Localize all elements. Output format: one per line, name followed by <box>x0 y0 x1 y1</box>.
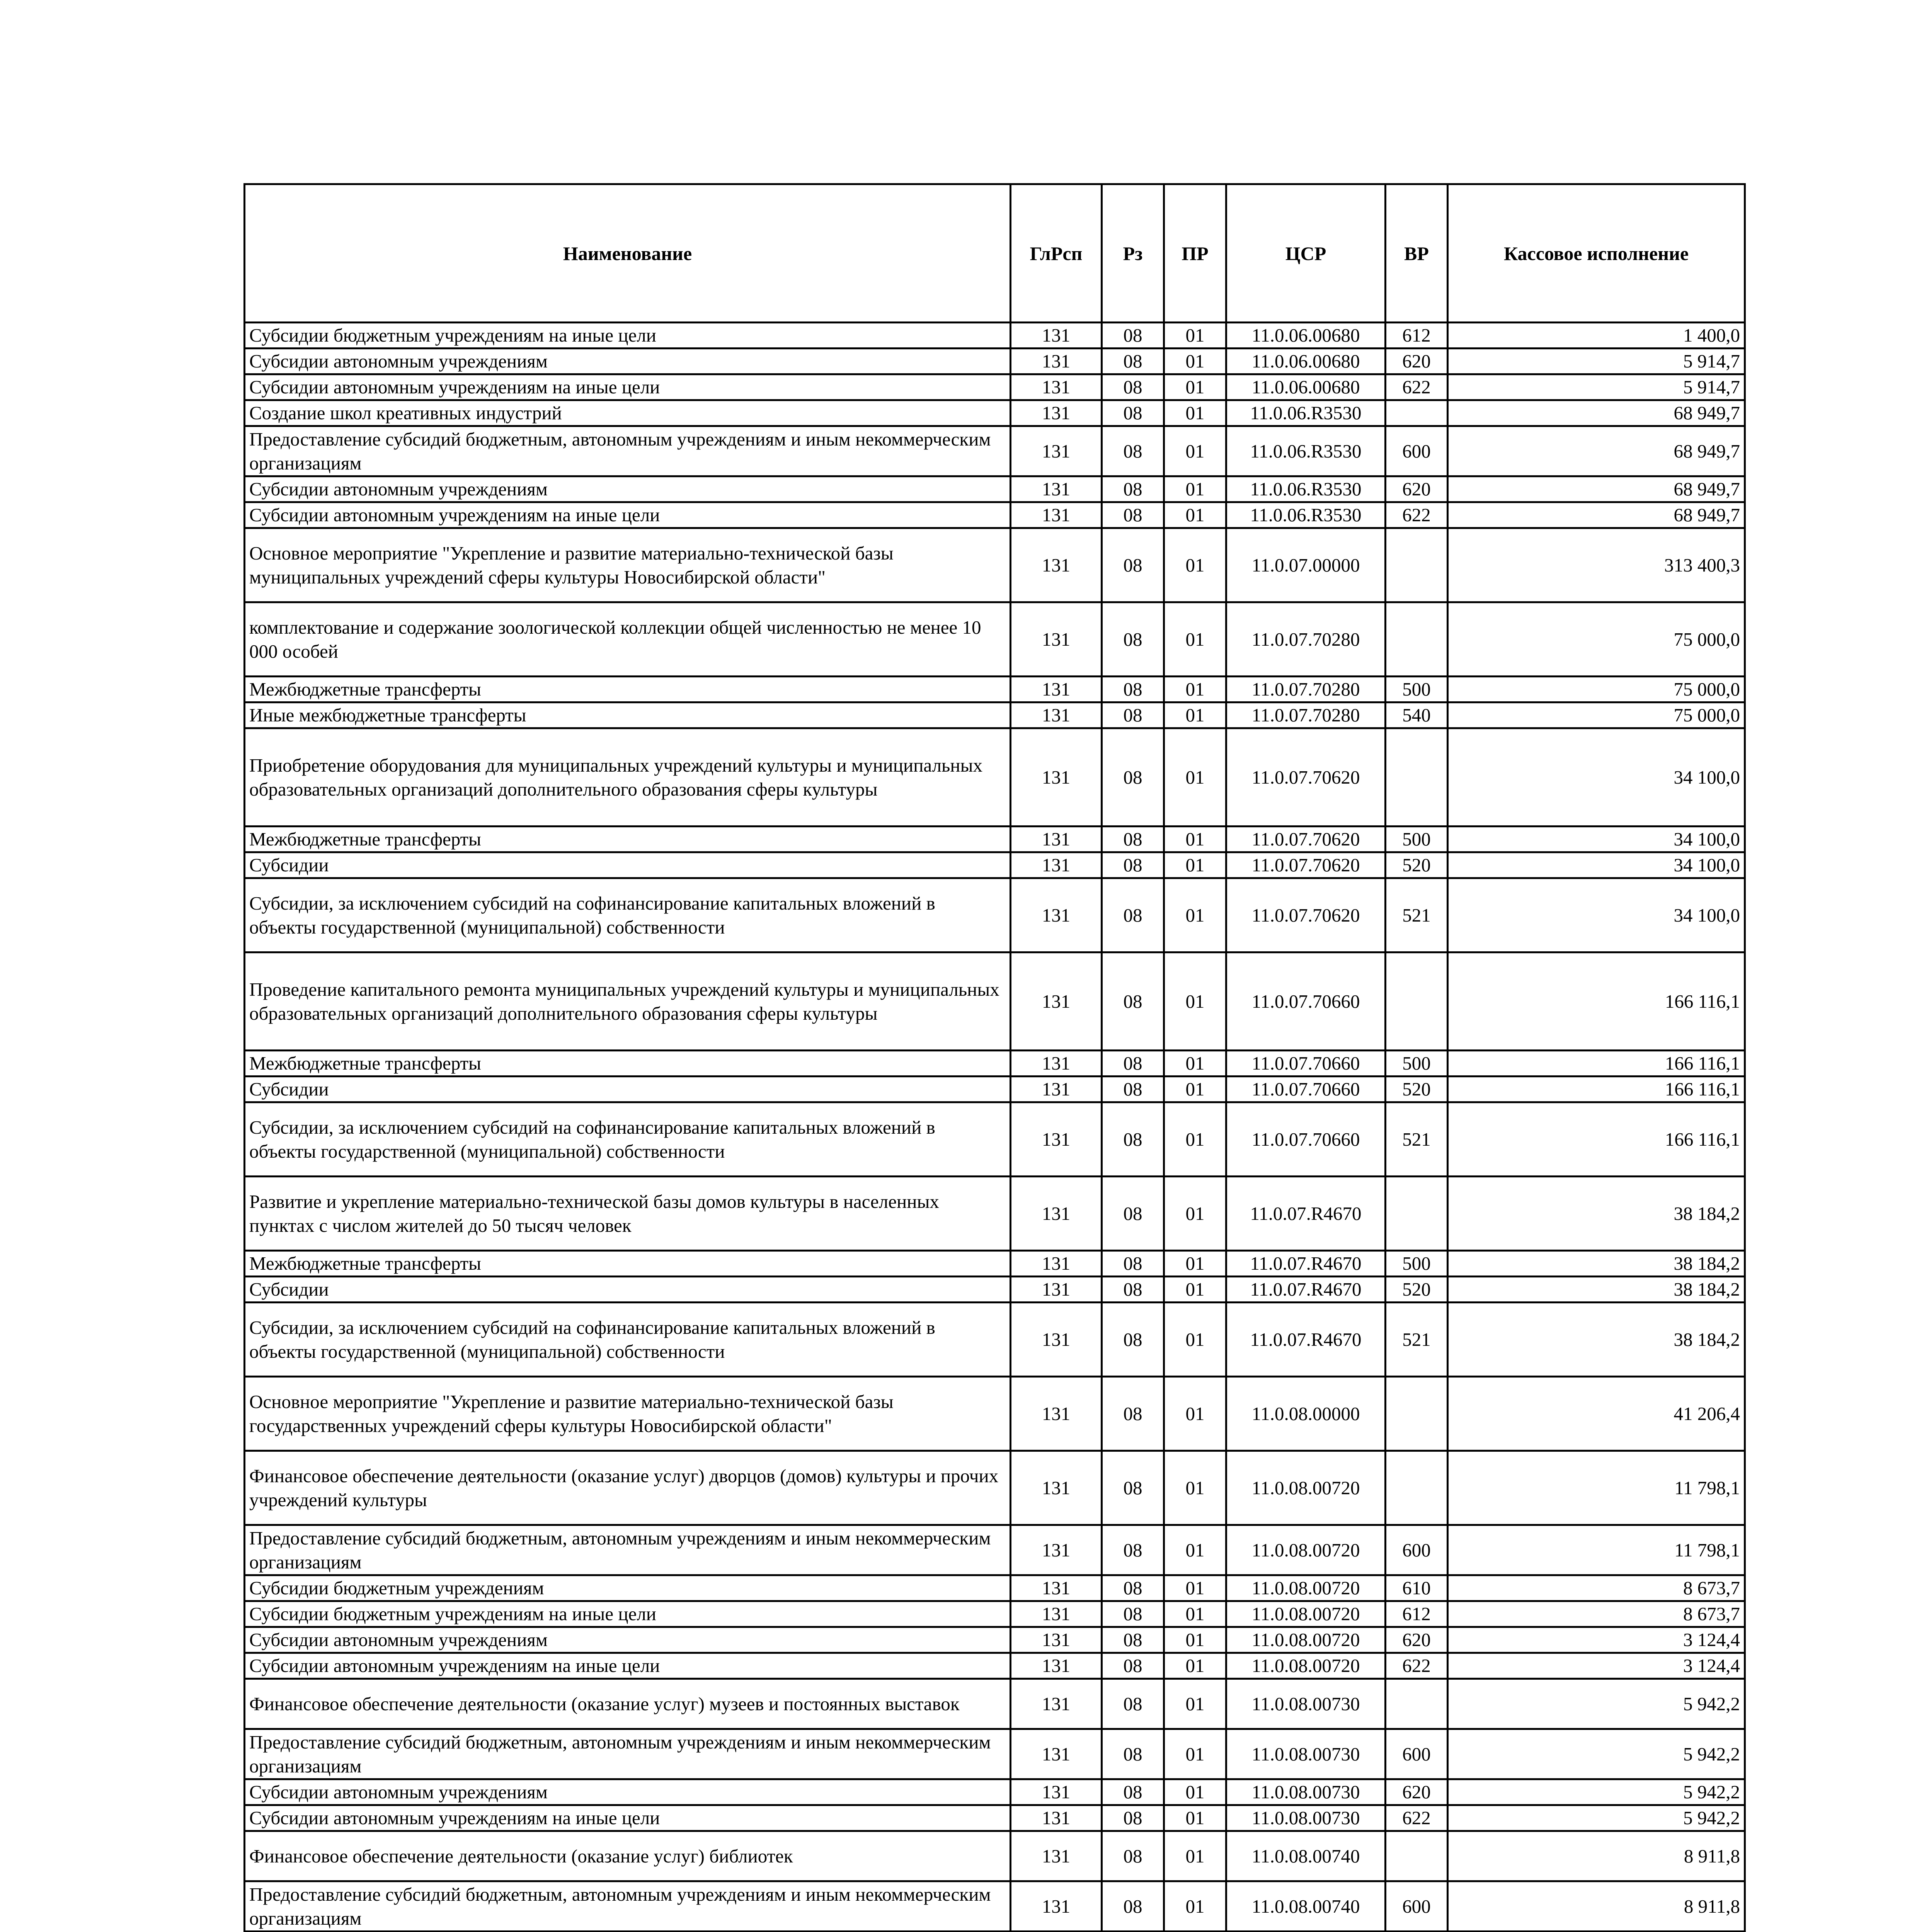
cell-rz: 08 <box>1102 728 1164 827</box>
cell-glrsp: 131 <box>1011 1601 1102 1627</box>
table-row <box>245 827 1745 852</box>
cell-vr: 521 <box>1386 1303 1448 1377</box>
header-csr: ЦСР <box>1226 184 1386 323</box>
table-row <box>245 1251 1745 1277</box>
cell-amount: 38 184,2 <box>1448 1251 1745 1277</box>
cell-rz: 08 <box>1102 528 1164 602</box>
header-name: Наименование <box>245 184 1011 323</box>
cell-vr: 612 <box>1386 323 1448 349</box>
cell-amount: 75 000,0 <box>1448 702 1745 728</box>
cell-glrsp: 131 <box>1011 878 1102 952</box>
cell-glrsp: 131 <box>1011 852 1102 878</box>
header-vr: ВР <box>1386 184 1448 323</box>
cell-glrsp: 131 <box>1011 1377 1102 1451</box>
cell-name: Субсидии автономным учреждениям на иные цели <box>245 1653 1011 1679</box>
cell-pr: 01 <box>1164 852 1226 878</box>
cell-pr: 01 <box>1164 827 1226 852</box>
cell-rz: 08 <box>1102 1729 1164 1779</box>
cell-csr: 11.0.08.00730 <box>1226 1679 1386 1729</box>
cell-pr: 01 <box>1164 1679 1226 1729</box>
table-row <box>245 1653 1745 1679</box>
cell-csr: 11.0.07.70620 <box>1226 827 1386 852</box>
cell-vr: 610 <box>1386 1575 1448 1601</box>
table-row <box>245 1627 1745 1653</box>
cell-rz: 08 <box>1102 476 1164 502</box>
cell-glrsp: 131 <box>1011 1679 1102 1729</box>
cell-pr: 01 <box>1164 1653 1226 1679</box>
cell-amount: 5 942,2 <box>1448 1679 1745 1729</box>
cell-vr <box>1386 528 1448 602</box>
cell-vr: 620 <box>1386 476 1448 502</box>
cell-amount: 313 400,3 <box>1448 528 1745 602</box>
table-row <box>245 1779 1745 1805</box>
table-row <box>245 400 1745 426</box>
cell-vr: 500 <box>1386 1251 1448 1277</box>
cell-vr: 600 <box>1386 1525 1448 1575</box>
cell-amount: 11 798,1 <box>1448 1525 1745 1575</box>
cell-name: Субсидии автономным учреждениям на иные цели <box>245 374 1011 400</box>
cell-vr: 500 <box>1386 827 1448 852</box>
table-row <box>245 1601 1745 1627</box>
cell-csr: 11.0.08.00730 <box>1226 1779 1386 1805</box>
cell-amount: 34 100,0 <box>1448 852 1745 878</box>
cell-rz: 08 <box>1102 1451 1164 1525</box>
cell-csr: 11.0.08.00740 <box>1226 1831 1386 1881</box>
cell-rz: 08 <box>1102 323 1164 349</box>
cell-glrsp: 131 <box>1011 1051 1102 1077</box>
cell-csr: 11.0.08.00720 <box>1226 1627 1386 1653</box>
cell-vr: 600 <box>1386 426 1448 476</box>
cell-pr: 01 <box>1164 728 1226 827</box>
cell-name: Предоставление субсидий бюджетным, автономным учреждениям и иным некоммерческим организациям <box>245 1525 1011 1575</box>
cell-amount: 38 184,2 <box>1448 1277 1745 1303</box>
table-row <box>245 952 1745 1051</box>
cell-csr: 11.0.08.00730 <box>1226 1805 1386 1831</box>
cell-amount: 5 914,7 <box>1448 349 1745 374</box>
cell-vr: 500 <box>1386 1051 1448 1077</box>
cell-glrsp: 131 <box>1011 1729 1102 1779</box>
cell-pr: 01 <box>1164 349 1226 374</box>
cell-vr: 600 <box>1386 1729 1448 1779</box>
cell-csr: 11.0.06.R3530 <box>1226 502 1386 528</box>
cell-glrsp: 131 <box>1011 426 1102 476</box>
cell-csr: 11.0.06.00680 <box>1226 349 1386 374</box>
cell-vr: 622 <box>1386 374 1448 400</box>
cell-rz: 08 <box>1102 349 1164 374</box>
cell-name: Предоставление субсидий бюджетным, автономным учреждениям и иным некоммерческим организациям <box>245 1881 1011 1932</box>
cell-pr: 01 <box>1164 878 1226 952</box>
cell-amount: 11 798,1 <box>1448 1451 1745 1525</box>
cell-csr: 11.0.06.R3530 <box>1226 426 1386 476</box>
cell-glrsp: 131 <box>1011 1102 1102 1177</box>
cell-name: Межбюджетные трансферты <box>245 677 1011 702</box>
cell-vr: 521 <box>1386 878 1448 952</box>
cell-name: Субсидии <box>245 1077 1011 1102</box>
cell-glrsp: 131 <box>1011 1881 1102 1932</box>
cell-glrsp: 131 <box>1011 827 1102 852</box>
cell-glrsp: 131 <box>1011 602 1102 677</box>
cell-name: Субсидии автономным учреждениям на иные цели <box>245 502 1011 528</box>
cell-csr: 11.0.08.00720 <box>1226 1601 1386 1627</box>
cell-csr: 11.0.07.R4670 <box>1226 1303 1386 1377</box>
cell-pr: 01 <box>1164 1805 1226 1831</box>
header-rz: Рз <box>1102 184 1164 323</box>
cell-glrsp: 131 <box>1011 952 1102 1051</box>
cell-amount: 166 116,1 <box>1448 1102 1745 1177</box>
cell-pr: 01 <box>1164 528 1226 602</box>
cell-amount: 8 673,7 <box>1448 1601 1745 1627</box>
cell-pr: 01 <box>1164 952 1226 1051</box>
table-row <box>245 702 1745 728</box>
table-row <box>245 677 1745 702</box>
cell-pr: 01 <box>1164 677 1226 702</box>
cell-name: Субсидии <box>245 852 1011 878</box>
cell-rz: 08 <box>1102 602 1164 677</box>
cell-pr: 01 <box>1164 374 1226 400</box>
cell-amount: 34 100,0 <box>1448 878 1745 952</box>
cell-pr: 01 <box>1164 426 1226 476</box>
cell-name: Субсидии автономным учреждениям <box>245 1779 1011 1805</box>
cell-csr: 11.0.08.00720 <box>1226 1653 1386 1679</box>
cell-pr: 01 <box>1164 1303 1226 1377</box>
cell-name: Межбюджетные трансферты <box>245 827 1011 852</box>
cell-rz: 08 <box>1102 1102 1164 1177</box>
table-row <box>245 1729 1745 1779</box>
cell-glrsp: 131 <box>1011 1451 1102 1525</box>
cell-glrsp: 131 <box>1011 349 1102 374</box>
cell-name: Субсидии <box>245 1277 1011 1303</box>
cell-vr: 500 <box>1386 677 1448 702</box>
cell-vr <box>1386 1451 1448 1525</box>
cell-name: Субсидии автономным учреждениям <box>245 1627 1011 1653</box>
cell-csr: 11.0.07.70660 <box>1226 952 1386 1051</box>
cell-amount: 3 124,4 <box>1448 1653 1745 1679</box>
cell-rz: 08 <box>1102 1779 1164 1805</box>
table-row <box>245 476 1745 502</box>
cell-name: Развитие и укрепление материально-технической базы домов культуры в населенных пунктах с числом жителей до 50 тысяч человек <box>245 1177 1011 1251</box>
table-row <box>245 374 1745 400</box>
cell-name: Финансовое обеспечение деятельности (оказание услуг) библиотек <box>245 1831 1011 1881</box>
cell-name: Финансовое обеспечение деятельности (оказание услуг) музеев и постоянных выставок <box>245 1679 1011 1729</box>
cell-vr: 620 <box>1386 1779 1448 1805</box>
cell-rz: 08 <box>1102 1575 1164 1601</box>
cell-name: комплектование и содержание зоологической коллекции общей численностью не менее 10 000 особей <box>245 602 1011 677</box>
budget-execution-table <box>243 183 1746 1932</box>
cell-pr: 01 <box>1164 323 1226 349</box>
cell-rz: 08 <box>1102 1525 1164 1575</box>
cell-rz: 08 <box>1102 677 1164 702</box>
cell-glrsp: 131 <box>1011 1303 1102 1377</box>
cell-vr <box>1386 602 1448 677</box>
cell-amount: 3 124,4 <box>1448 1627 1745 1653</box>
cell-csr: 11.0.07.70620 <box>1226 878 1386 952</box>
cell-pr: 01 <box>1164 1102 1226 1177</box>
cell-vr: 620 <box>1386 349 1448 374</box>
cell-amount: 5 942,2 <box>1448 1805 1745 1831</box>
cell-pr: 01 <box>1164 1377 1226 1451</box>
cell-rz: 08 <box>1102 1831 1164 1881</box>
cell-vr <box>1386 400 1448 426</box>
cell-csr: 11.0.08.00720 <box>1226 1451 1386 1525</box>
cell-rz: 08 <box>1102 1679 1164 1729</box>
cell-csr: 11.0.07.70660 <box>1226 1077 1386 1102</box>
cell-rz: 08 <box>1102 952 1164 1051</box>
cell-amount: 8 911,8 <box>1448 1831 1745 1881</box>
cell-csr: 11.0.07.70660 <box>1226 1051 1386 1077</box>
cell-pr: 01 <box>1164 1451 1226 1525</box>
cell-name: Предоставление субсидий бюджетным, автономным учреждениям и иным некоммерческим организациям <box>245 426 1011 476</box>
cell-vr <box>1386 1831 1448 1881</box>
cell-csr: 11.0.07.00000 <box>1226 528 1386 602</box>
cell-pr: 01 <box>1164 1627 1226 1653</box>
cell-pr: 01 <box>1164 1729 1226 1779</box>
cell-amount: 166 116,1 <box>1448 1077 1745 1102</box>
cell-rz: 08 <box>1102 1881 1164 1932</box>
cell-name: Субсидии автономным учреждениям <box>245 476 1011 502</box>
table-header-row <box>245 184 1745 323</box>
cell-rz: 08 <box>1102 502 1164 528</box>
table-row <box>245 1303 1745 1377</box>
cell-rz: 08 <box>1102 1177 1164 1251</box>
cell-vr <box>1386 1177 1448 1251</box>
table-row <box>245 1831 1745 1881</box>
cell-glrsp: 131 <box>1011 528 1102 602</box>
cell-vr: 520 <box>1386 1077 1448 1102</box>
cell-vr: 600 <box>1386 1881 1448 1932</box>
cell-name: Субсидии бюджетным учреждениям на иные цели <box>245 323 1011 349</box>
cell-rz: 08 <box>1102 878 1164 952</box>
table-row <box>245 426 1745 476</box>
table-row <box>245 1451 1745 1525</box>
cell-vr: 521 <box>1386 1102 1448 1177</box>
table-row <box>245 1525 1745 1575</box>
cell-csr: 11.0.08.00000 <box>1226 1377 1386 1451</box>
cell-rz: 08 <box>1102 400 1164 426</box>
cell-glrsp: 131 <box>1011 374 1102 400</box>
cell-csr: 11.0.08.00720 <box>1226 1575 1386 1601</box>
cell-amount: 38 184,2 <box>1448 1303 1745 1377</box>
cell-glrsp: 131 <box>1011 1627 1102 1653</box>
cell-glrsp: 131 <box>1011 728 1102 827</box>
table-row <box>245 1575 1745 1601</box>
table-row <box>245 1051 1745 1077</box>
table-row <box>245 1805 1745 1831</box>
cell-rz: 08 <box>1102 1377 1164 1451</box>
table-row <box>245 1177 1745 1251</box>
cell-glrsp: 131 <box>1011 1575 1102 1601</box>
cell-name: Субсидии, за исключением субсидий на софинансирование капитальных вложений в объекты государственной (муниципальной) собственности <box>245 1303 1011 1377</box>
cell-vr: 620 <box>1386 1627 1448 1653</box>
header-glrsp: ГлРсп <box>1011 184 1102 323</box>
cell-rz: 08 <box>1102 1077 1164 1102</box>
cell-vr: 540 <box>1386 702 1448 728</box>
cell-amount: 75 000,0 <box>1448 602 1745 677</box>
cell-pr: 01 <box>1164 476 1226 502</box>
table-row <box>245 502 1745 528</box>
cell-csr: 11.0.06.R3530 <box>1226 400 1386 426</box>
table-row <box>245 323 1745 349</box>
cell-name: Предоставление субсидий бюджетным, автономным учреждениям и иным некоммерческим организациям <box>245 1729 1011 1779</box>
cell-glrsp: 131 <box>1011 1177 1102 1251</box>
cell-name: Субсидии автономным учреждениям на иные цели <box>245 1805 1011 1831</box>
cell-vr: 612 <box>1386 1601 1448 1627</box>
table-row <box>245 1077 1745 1102</box>
cell-rz: 08 <box>1102 1051 1164 1077</box>
cell-csr: 11.0.07.70620 <box>1226 728 1386 827</box>
cell-glrsp: 131 <box>1011 1653 1102 1679</box>
cell-glrsp: 131 <box>1011 502 1102 528</box>
cell-name: Субсидии, за исключением субсидий на софинансирование капитальных вложений в объекты государственной (муниципальной) собственности <box>245 1102 1011 1177</box>
cell-vr: 622 <box>1386 1653 1448 1679</box>
cell-amount: 34 100,0 <box>1448 827 1745 852</box>
cell-rz: 08 <box>1102 374 1164 400</box>
cell-name: Субсидии автономным учреждениям <box>245 349 1011 374</box>
cell-csr: 11.0.08.00730 <box>1226 1729 1386 1779</box>
cell-amount: 8 673,7 <box>1448 1575 1745 1601</box>
table-row <box>245 852 1745 878</box>
cell-csr: 11.0.07.70620 <box>1226 852 1386 878</box>
table-row <box>245 528 1745 602</box>
cell-rz: 08 <box>1102 1601 1164 1627</box>
cell-csr: 11.0.07.70660 <box>1226 1102 1386 1177</box>
cell-name: Межбюджетные трансферты <box>245 1251 1011 1277</box>
cell-rz: 08 <box>1102 1251 1164 1277</box>
cell-glrsp: 131 <box>1011 1779 1102 1805</box>
cell-name: Приобретение оборудования для муниципальных учреждений культуры и муниципальных образовательных организаций дополнительного образования сферы культуры <box>245 728 1011 827</box>
cell-csr: 11.0.07.R4670 <box>1226 1277 1386 1303</box>
cell-pr: 01 <box>1164 1251 1226 1277</box>
table-row <box>245 878 1745 952</box>
table-row <box>245 1679 1745 1729</box>
cell-csr: 11.0.07.R4670 <box>1226 1177 1386 1251</box>
cell-pr: 01 <box>1164 400 1226 426</box>
cell-rz: 08 <box>1102 827 1164 852</box>
cell-amount: 5 942,2 <box>1448 1729 1745 1779</box>
cell-pr: 01 <box>1164 1881 1226 1932</box>
cell-pr: 01 <box>1164 1177 1226 1251</box>
cell-vr <box>1386 1679 1448 1729</box>
cell-csr: 11.0.06.00680 <box>1226 323 1386 349</box>
cell-pr: 01 <box>1164 1051 1226 1077</box>
cell-amount: 68 949,7 <box>1448 400 1745 426</box>
cell-amount: 5 914,7 <box>1448 374 1745 400</box>
cell-name: Основное мероприятие "Укрепление и развитие материально-технической базы муниципальных учреждений сферы культуры Новосибирской области" <box>245 528 1011 602</box>
cell-csr: 11.0.07.70280 <box>1226 702 1386 728</box>
table-row <box>245 1377 1745 1451</box>
table-row <box>245 1102 1745 1177</box>
cell-pr: 01 <box>1164 1601 1226 1627</box>
cell-name: Проведение капитального ремонта муниципальных учреждений культуры и муниципальных образовательных организаций дополнительного образования сферы культуры <box>245 952 1011 1051</box>
cell-vr <box>1386 952 1448 1051</box>
cell-name: Субсидии бюджетным учреждениям <box>245 1575 1011 1601</box>
cell-glrsp: 131 <box>1011 677 1102 702</box>
cell-amount: 166 116,1 <box>1448 952 1745 1051</box>
cell-glrsp: 131 <box>1011 1805 1102 1831</box>
cell-rz: 08 <box>1102 852 1164 878</box>
cell-pr: 01 <box>1164 1525 1226 1575</box>
cell-amount: 41 206,4 <box>1448 1377 1745 1451</box>
cell-name: Основное мероприятие "Укрепление и развитие материально-технической базы государственных учреждений сферы культуры Новосибирской области" <box>245 1377 1011 1451</box>
table-row <box>245 1277 1745 1303</box>
cell-pr: 01 <box>1164 702 1226 728</box>
cell-csr: 11.0.08.00720 <box>1226 1525 1386 1575</box>
cell-rz: 08 <box>1102 1303 1164 1377</box>
cell-pr: 01 <box>1164 1831 1226 1881</box>
cell-vr: 520 <box>1386 852 1448 878</box>
cell-csr: 11.0.06.R3530 <box>1226 476 1386 502</box>
cell-name: Финансовое обеспечение деятельности (оказание услуг) дворцов (домов) культуры и прочих учреждений культуры <box>245 1451 1011 1525</box>
cell-amount: 166 116,1 <box>1448 1051 1745 1077</box>
cell-csr: 11.0.07.R4670 <box>1226 1251 1386 1277</box>
cell-pr: 01 <box>1164 1575 1226 1601</box>
cell-rz: 08 <box>1102 1805 1164 1831</box>
cell-pr: 01 <box>1164 1077 1226 1102</box>
cell-amount: 68 949,7 <box>1448 502 1745 528</box>
cell-name: Иные межбюджетные трансферты <box>245 702 1011 728</box>
cell-vr <box>1386 1377 1448 1451</box>
cell-csr: 11.0.06.00680 <box>1226 374 1386 400</box>
cell-pr: 01 <box>1164 1779 1226 1805</box>
table-row <box>245 349 1745 374</box>
cell-csr: 11.0.07.70280 <box>1226 602 1386 677</box>
cell-vr: 622 <box>1386 502 1448 528</box>
cell-rz: 08 <box>1102 1277 1164 1303</box>
cell-amount: 68 949,7 <box>1448 476 1745 502</box>
cell-pr: 01 <box>1164 602 1226 677</box>
cell-pr: 01 <box>1164 1277 1226 1303</box>
cell-name: Субсидии бюджетным учреждениям на иные цели <box>245 1601 1011 1627</box>
cell-glrsp: 131 <box>1011 476 1102 502</box>
cell-amount: 38 184,2 <box>1448 1177 1745 1251</box>
header-pr: ПР <box>1164 184 1226 323</box>
cell-glrsp: 131 <box>1011 400 1102 426</box>
cell-glrsp: 131 <box>1011 1251 1102 1277</box>
cell-amount: 5 942,2 <box>1448 1779 1745 1805</box>
header-amount: Кассовое исполнение <box>1448 184 1745 323</box>
cell-rz: 08 <box>1102 1627 1164 1653</box>
table-row <box>245 1881 1745 1932</box>
cell-vr <box>1386 728 1448 827</box>
cell-rz: 08 <box>1102 426 1164 476</box>
cell-pr: 01 <box>1164 502 1226 528</box>
cell-glrsp: 131 <box>1011 702 1102 728</box>
cell-amount: 8 911,8 <box>1448 1881 1745 1932</box>
table-row <box>245 728 1745 827</box>
cell-glrsp: 131 <box>1011 1831 1102 1881</box>
cell-amount: 68 949,7 <box>1448 426 1745 476</box>
cell-amount: 34 100,0 <box>1448 728 1745 827</box>
cell-glrsp: 131 <box>1011 323 1102 349</box>
cell-name: Субсидии, за исключением субсидий на софинансирование капитальных вложений в объекты государственной (муниципальной) собственности <box>245 878 1011 952</box>
cell-rz: 08 <box>1102 1653 1164 1679</box>
cell-name: Межбюджетные трансферты <box>245 1051 1011 1077</box>
cell-vr: 622 <box>1386 1805 1448 1831</box>
table-row <box>245 602 1745 677</box>
cell-amount: 1 400,0 <box>1448 323 1745 349</box>
cell-csr: 11.0.07.70280 <box>1226 677 1386 702</box>
cell-rz: 08 <box>1102 702 1164 728</box>
cell-glrsp: 131 <box>1011 1277 1102 1303</box>
cell-glrsp: 131 <box>1011 1077 1102 1102</box>
cell-glrsp: 131 <box>1011 1525 1102 1575</box>
cell-vr: 520 <box>1386 1277 1448 1303</box>
cell-amount: 75 000,0 <box>1448 677 1745 702</box>
cell-name: Создание школ креативных индустрий <box>245 400 1011 426</box>
cell-csr: 11.0.08.00740 <box>1226 1881 1386 1932</box>
